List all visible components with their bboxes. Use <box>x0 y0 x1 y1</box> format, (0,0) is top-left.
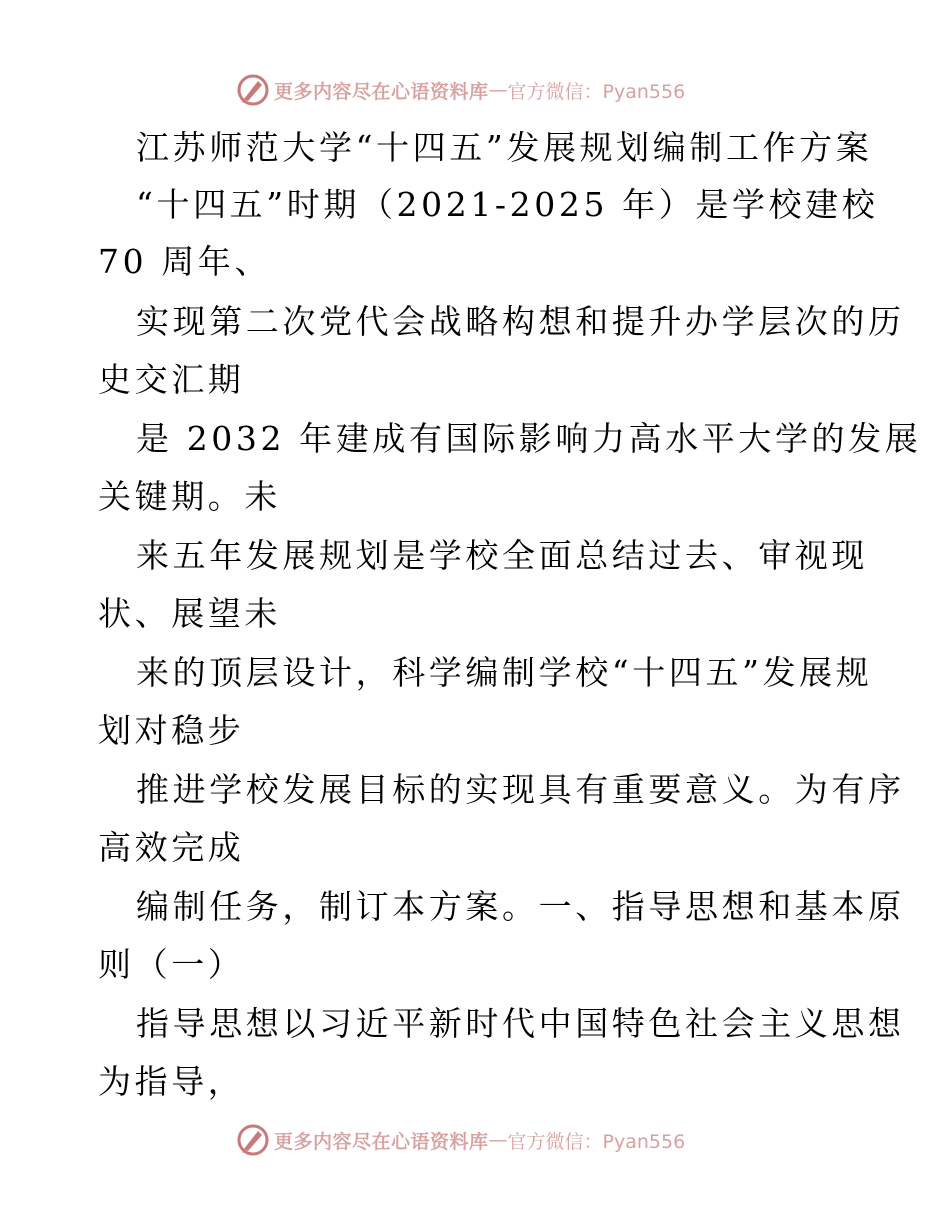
paragraph-line: “十四五”时期（2021-2025 年）是学校建校 <box>136 185 879 224</box>
paragraph-line: 为指导， <box>98 1062 245 1101</box>
paragraph-line: 关键期。未 <box>98 477 281 516</box>
header-watermark <box>236 73 685 107</box>
watermark-text: 更多内容尽在心语资料库 <box>274 1130 489 1153</box>
paragraph-line: 高效完成 <box>98 828 245 867</box>
watermark-contact: 官方微信：Pyan556 <box>507 80 686 103</box>
paragraph-line: 指导思想以习近平新时代中国特色社会主义思想 <box>136 1004 905 1043</box>
watermark-text: 更多内容尽在心语资料库 <box>274 80 489 103</box>
paragraph-line: 划对稳步 <box>98 711 245 750</box>
paragraph-line: 推进学校发展目标的实现具有重要意义。为有序 <box>136 770 905 809</box>
paragraph-line: 状、展望未 <box>98 594 281 633</box>
watermark-separator: — <box>488 1129 508 1151</box>
pen-circle-logo-icon <box>236 73 270 107</box>
document-title: 江苏师范大学“十四五”发展规划编制工作方案 <box>136 128 873 167</box>
paragraph-line: 来的顶层设计，科学编制学校“十四五”发展规 <box>136 653 873 692</box>
pen-circle-logo-icon <box>236 1123 270 1157</box>
paragraph-line: 来五年发展规划是学校全面总结过去、审视现 <box>136 536 868 575</box>
watermark-separator: — <box>488 79 508 101</box>
paragraph-line: 实现第二次党代会战略构想和提升办学层次的历 <box>136 302 905 341</box>
paragraph-line: 史交汇期 <box>98 360 245 399</box>
watermark-contact: 官方微信：Pyan556 <box>507 1130 686 1153</box>
footer-watermark <box>236 1123 685 1157</box>
paragraph-line: 70 周年、 <box>98 242 272 281</box>
paragraph-line: 是 2032 年建成有国际影响力高水平大学的发展 <box>136 419 922 458</box>
paragraph-line: 编制任务，制订本方案。一、指导思想和基本原 <box>136 887 905 926</box>
paragraph-line: 则（一） <box>98 945 245 984</box>
